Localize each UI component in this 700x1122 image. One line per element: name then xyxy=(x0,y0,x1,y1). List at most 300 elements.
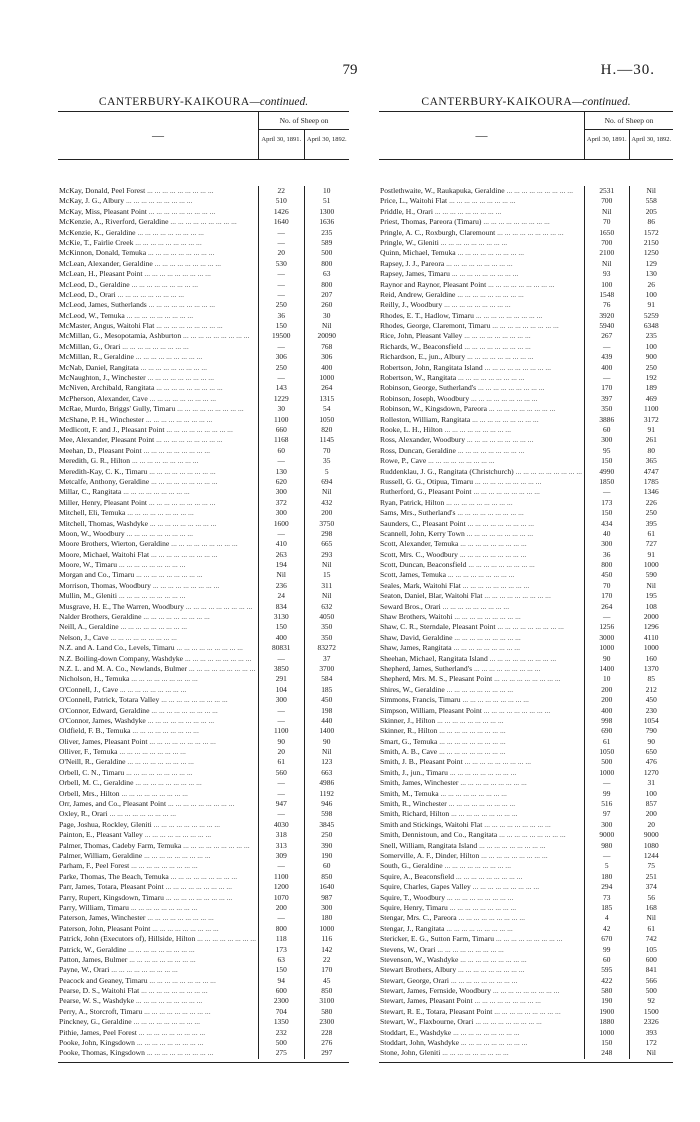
sheep-1892: 91 xyxy=(629,550,674,560)
sheep-1892: 1296 xyxy=(629,622,674,632)
owner-name: Squire, T., Woodbury ... . xyxy=(379,893,584,903)
table-row xyxy=(58,737,349,747)
sheep-1891: 700 xyxy=(584,238,629,248)
sheep-1891: — xyxy=(258,706,304,716)
sheep-1892: 205 xyxy=(629,207,674,217)
sheep-1892: 580 xyxy=(304,1007,350,1017)
sheep-1891: 1650 xyxy=(584,228,629,238)
sheep-1891: — xyxy=(258,716,304,726)
sheep-1891: 4 xyxy=(584,913,629,923)
table-row xyxy=(379,248,673,258)
sheep-1892: 306 xyxy=(304,352,350,362)
sheep-1891: 1100 xyxy=(258,415,304,425)
left-sheep-table xyxy=(58,111,349,1063)
owner-name: N.Z. and A. Land Co., Levels, Timaru ... . xyxy=(58,643,258,653)
owner-name: Stevenson, W., Washdyke ... . xyxy=(379,955,584,965)
sheep-1892: 31 xyxy=(629,778,674,788)
sheep-1891: 670 xyxy=(584,934,629,944)
table-row xyxy=(379,425,673,435)
owner-name: Smith and Stickings, Waitohi Flat ... . xyxy=(379,820,584,830)
sheep-1891: 439 xyxy=(584,352,629,362)
sheep-1891: Nil xyxy=(258,570,304,580)
table-row xyxy=(58,643,349,653)
owner-name: Parham, F., Peel Forest ... . xyxy=(58,861,258,871)
owner-name: Stengar, J., Rangitata ... . xyxy=(379,924,584,934)
table-row xyxy=(58,986,349,996)
table-row xyxy=(379,467,673,477)
sheep-1892: 469 xyxy=(629,394,674,404)
owner-name: Ross, Alexander, Woodbury ... . xyxy=(379,435,584,445)
sheep-1892: 4110 xyxy=(629,633,674,643)
owner-name: Mee, Alexander, Pleasant Point ... . xyxy=(58,435,258,445)
sheep-1891: 40 xyxy=(584,529,629,539)
sheep-1891: 61 xyxy=(258,757,304,767)
table-row xyxy=(379,1048,673,1058)
owner-name: Sheehan, Michael, Rangitata Island ... . xyxy=(379,654,584,664)
table-row xyxy=(379,394,673,404)
sheep-1891: 1000 xyxy=(584,643,629,653)
table-row xyxy=(379,539,673,549)
table-row xyxy=(379,986,673,996)
owner-name: Oxley, R., Orari ... . xyxy=(58,809,258,819)
sheep-1891: 300 xyxy=(258,487,304,497)
sheep-1892: 100 xyxy=(629,342,674,352)
table-row xyxy=(379,861,673,871)
sheep-1892: 250 xyxy=(629,508,674,518)
sheep-1892: 170 xyxy=(304,965,350,975)
table-row xyxy=(379,934,673,944)
owner-name: Reilly, J., Woodbury ... . xyxy=(379,300,584,310)
right-table-header xyxy=(379,112,673,160)
sheep-1891: 1850 xyxy=(584,477,629,487)
owner-name: O'Connell, Patrick, Totara Valley ... . xyxy=(58,695,258,705)
sheep-1892: 820 xyxy=(304,425,350,435)
sheep-1892: 172 xyxy=(629,1038,674,1048)
table-row xyxy=(58,331,349,341)
sheep-1891: 90 xyxy=(258,737,304,747)
owner-name: Morrison, Thomas, Woodbury ... . xyxy=(58,581,258,591)
table-row xyxy=(58,259,349,269)
owner-name: Robertson, John, Rangitata Island ... . xyxy=(379,363,584,373)
page-reference: H.—30. xyxy=(600,62,655,78)
owner-name: Millar, C., Rangitata ... . xyxy=(58,487,258,497)
owner-name: Scott, James, Temuka ... . xyxy=(379,570,584,580)
owner-name: Somerville, A. F., Dinder, Hilton ... . xyxy=(379,851,584,861)
sheep-1892: 2150 xyxy=(629,238,674,248)
sheep-1892: Nil xyxy=(304,321,350,331)
sheep-1892: 665 xyxy=(304,539,350,549)
sheep-1892: 3845 xyxy=(304,820,350,830)
table-row xyxy=(58,789,349,799)
table-row xyxy=(58,674,349,684)
owner-name: Rooke, L. H., Hilton ... . xyxy=(379,425,584,435)
table-row xyxy=(379,789,673,799)
sheep-1891: 236 xyxy=(258,581,304,591)
sheep-1892: Nil xyxy=(629,913,674,923)
owner-name: Rice, John, Pleasant Valley ... . xyxy=(379,331,584,341)
owner-name: Stoddart, John, Washdyke ... . xyxy=(379,1038,584,1048)
table-row xyxy=(58,581,349,591)
sheep-1892: Nil xyxy=(629,186,674,196)
left-title-suffix: —continued. xyxy=(249,96,309,108)
sheep-1892: 841 xyxy=(629,965,674,975)
sheep-1892: Nil xyxy=(304,560,350,570)
sheep-1892: 590 xyxy=(629,570,674,580)
table-row xyxy=(58,477,349,487)
owner-name: Stewart Brothers, Albury ... . xyxy=(379,965,584,975)
owner-name: Smith, M., Temuka ... . xyxy=(379,789,584,799)
left-table-header xyxy=(58,112,349,160)
owner-name: McRae, Murdo, Briggs' Gully, Timaru ... . xyxy=(58,404,258,414)
owner-name: O'Connor, James, Washdyke ... . xyxy=(58,716,258,726)
owner-name: Morgan and Co., Timaru ... . xyxy=(58,570,258,580)
owner-name: McPherson, Alexander, Cave ... . xyxy=(58,394,258,404)
table-row xyxy=(379,706,673,716)
sheep-1891: 1050 xyxy=(584,747,629,757)
owner-name: Rhodes, E. T., Hadlow, Timaru ... . xyxy=(379,311,584,321)
table-row xyxy=(58,217,349,227)
sheep-1891: 93 xyxy=(584,269,629,279)
sheep-1891: — xyxy=(258,238,304,248)
owner-name: McNaughton, J., Winchester ... . xyxy=(58,373,258,383)
owner-name: Pinckney, G., Geraldine ... . xyxy=(58,1017,258,1027)
table-row xyxy=(379,487,673,497)
owner-name: Priddle, H., Orari ... . xyxy=(379,207,584,217)
sheep-1892: 1244 xyxy=(629,851,674,861)
sheep-1891: 510 xyxy=(258,196,304,206)
table-row xyxy=(58,1048,349,1058)
sheep-1892: 20090 xyxy=(304,331,350,341)
sheep-1892: 129 xyxy=(629,259,674,269)
table-row xyxy=(379,737,673,747)
sheep-1891: — xyxy=(584,487,629,497)
table-row xyxy=(379,550,673,560)
sheep-1891: 24 xyxy=(258,591,304,601)
table-row xyxy=(58,570,349,580)
table-row xyxy=(58,913,349,923)
sheep-1891: 2100 xyxy=(584,248,629,258)
table-row xyxy=(379,654,673,664)
sheep-1891: 42 xyxy=(584,924,629,934)
sheep-1892: 450 xyxy=(629,695,674,705)
sheep-1892: 1000 xyxy=(629,643,674,653)
owner-name: Meredith, G. R., Hilton ... . xyxy=(58,456,258,466)
sheep-1891: 1200 xyxy=(258,882,304,892)
table-row xyxy=(58,186,349,196)
owner-name: Patrick, John (Executors of), Hillside, Hilton ... . xyxy=(58,934,258,944)
owner-name: McLeod, W., Temuka ... . xyxy=(58,311,258,321)
sheep-1891: 263 xyxy=(258,550,304,560)
left-col-1892-header: April 30, 1892. xyxy=(304,130,350,159)
owner-name: Stewart, James, Pleasant Point ... . xyxy=(379,996,584,1006)
owner-name: Shepherd, Mrs. M. S., Pleasant Point ... . xyxy=(379,674,584,684)
owner-name: Palmer, William, Geraldine ... . xyxy=(58,851,258,861)
table-row xyxy=(58,830,349,840)
table-row xyxy=(379,622,673,632)
sheep-1892: 250 xyxy=(304,830,350,840)
sheep-1891: 5940 xyxy=(584,321,629,331)
sheep-1891: 90 xyxy=(584,654,629,664)
table-row xyxy=(379,280,673,290)
sheep-1891: 700 xyxy=(584,196,629,206)
sheep-1891: 9000 xyxy=(584,830,629,840)
sheep-1891: 185 xyxy=(584,903,629,913)
owner-name: O'Connell, J., Cave ... . xyxy=(58,685,258,695)
sheep-1891: 22 xyxy=(258,186,304,196)
owner-name: Robinson, George, Sutherland's ... . xyxy=(379,383,584,393)
sheep-1891: 313 xyxy=(258,841,304,851)
sheep-1891: — xyxy=(584,342,629,352)
table-row xyxy=(379,685,673,695)
sheep-1892: 1050 xyxy=(304,415,350,425)
right-column xyxy=(379,93,673,1063)
table-row xyxy=(58,747,349,757)
sheep-1892: 228 xyxy=(304,1028,350,1038)
sheep-1892: 297 xyxy=(304,1048,350,1058)
sheep-1891: 400 xyxy=(258,633,304,643)
sheep-1891: 397 xyxy=(584,394,629,404)
left-column-title xyxy=(58,93,349,111)
owner-name: Palmer, Thomas, Cadeby Farm, Temuka ... . xyxy=(58,841,258,851)
sheep-1891: 60 xyxy=(258,446,304,456)
sheep-1892: 566 xyxy=(629,976,674,986)
sheep-1891: 400 xyxy=(584,363,629,373)
right-col-1892-header: April 30, 1892. xyxy=(629,130,674,159)
sheep-1891: 190 xyxy=(584,996,629,1006)
sheep-1892: 70 xyxy=(304,446,350,456)
sheep-1891: — xyxy=(258,529,304,539)
sheep-1891: — xyxy=(258,269,304,279)
table-row xyxy=(58,976,349,986)
owner-name: Moore Brothers, Wierton, Geraldine ... . xyxy=(58,539,258,549)
sheep-1892: 598 xyxy=(304,809,350,819)
owner-name: Scott, Duncan, Beaconsfield ... . xyxy=(379,560,584,570)
owner-name: Smith, Richard, Hilton ... . xyxy=(379,809,584,819)
table-row xyxy=(58,591,349,601)
table-row xyxy=(58,228,349,238)
right-col-1891-header: April 30, 1891. xyxy=(586,136,627,143)
table-row xyxy=(379,383,673,393)
sheep-1891: 150 xyxy=(258,622,304,632)
owner-name: Rolleston, William, Rangitata ... . xyxy=(379,415,584,425)
table-row xyxy=(58,487,349,497)
sheep-1891: 5 xyxy=(584,861,629,871)
owner-name: Shaw, David, Geraldine ... . xyxy=(379,633,584,643)
owner-name: Meredith-Kay, C. K., Timaru ... . xyxy=(58,467,258,477)
sheep-1892: 440 xyxy=(304,716,350,726)
table-row xyxy=(58,560,349,570)
sheep-1892: 350 xyxy=(304,622,350,632)
sheep-1892: 500 xyxy=(629,986,674,996)
sheep-1892: 1640 xyxy=(304,882,350,892)
owner-name: Smith, James, Winchester ... . xyxy=(379,778,584,788)
sheep-1891: 1100 xyxy=(258,872,304,882)
table-row xyxy=(58,394,349,404)
right-table-body xyxy=(379,160,673,1062)
table-row xyxy=(58,456,349,466)
sheep-1891: 580 xyxy=(584,986,629,996)
sheep-1891: 10 xyxy=(584,674,629,684)
owner-name: Ruddenklau, J. G., Rangitata (Christchurch) ... . xyxy=(379,467,584,477)
sheep-1892: 600 xyxy=(629,955,674,965)
table-row xyxy=(58,903,349,913)
sheep-1891: 660 xyxy=(258,425,304,435)
sheep-1891: 704 xyxy=(258,1007,304,1017)
table-row xyxy=(379,924,673,934)
right-title-suffix: —continued. xyxy=(572,96,631,108)
table-row xyxy=(58,383,349,393)
table-row xyxy=(58,290,349,300)
sheep-1892: 130 xyxy=(629,269,674,279)
table-row xyxy=(379,269,673,279)
owner-name: Squire, Henry, Timaru ... . xyxy=(379,903,584,913)
owner-name: Pooke, John, Kingsdown ... . xyxy=(58,1038,258,1048)
sheep-1891: 70 xyxy=(584,581,629,591)
sheep-1892: 192 xyxy=(629,373,674,383)
sheep-1892: 1572 xyxy=(629,228,674,238)
owner-name: McMillan, R., Geraldine ... . xyxy=(58,352,258,362)
sheep-1892: 2300 xyxy=(304,1017,350,1027)
table-row xyxy=(58,851,349,861)
table-row xyxy=(379,643,673,653)
table-row xyxy=(379,217,673,227)
sheep-1891: 250 xyxy=(258,300,304,310)
sheep-1892: 80 xyxy=(629,446,674,456)
owner-name: Moon, W., Woodbury ... . xyxy=(58,529,258,539)
sheep-1892: 2000 xyxy=(629,612,674,622)
sheep-1892: 350 xyxy=(304,633,350,643)
sheep-1892: 60 xyxy=(304,861,350,871)
sheep-1891: 434 xyxy=(584,519,629,529)
sheep-1892: 235 xyxy=(304,228,350,238)
sheep-1891: 1229 xyxy=(258,394,304,404)
sheep-1891: 530 xyxy=(258,259,304,269)
owner-name: Painton, E., Pleasant Valley ... . xyxy=(58,830,258,840)
sheep-1892: 250 xyxy=(629,363,674,373)
table-row xyxy=(379,207,673,217)
owner-name: Neill, A., Geraldine ... . xyxy=(58,622,258,632)
sheep-1892: 300 xyxy=(304,903,350,913)
table-row xyxy=(58,706,349,716)
table-row xyxy=(58,404,349,414)
table-row xyxy=(379,747,673,757)
right-name-header: — xyxy=(475,128,488,142)
sheep-1892: 400 xyxy=(304,363,350,373)
table-row xyxy=(58,1007,349,1017)
table-row xyxy=(58,248,349,258)
owner-name: McNiven, Archibald, Rangitata ... . xyxy=(58,383,258,393)
sheep-1892: 86 xyxy=(629,217,674,227)
owner-name: Pooke, Thomas, Kingsdown ... . xyxy=(58,1048,258,1058)
owner-name: Nalder Brothers, Geraldine ... . xyxy=(58,612,258,622)
sheep-1891: 800 xyxy=(584,560,629,570)
table-row xyxy=(379,726,673,736)
sheep-1891: 170 xyxy=(584,591,629,601)
owner-name: Stengar, Mrs. C., Pareora ... . xyxy=(379,913,584,923)
sheep-1891: 1000 xyxy=(584,768,629,778)
owner-name: Pringle, A. C., Roxburgh, Claremount ... . xyxy=(379,228,584,238)
sheep-1892: 92 xyxy=(629,996,674,1006)
owner-name: Saunders, C., Pleasant Point ... . xyxy=(379,519,584,529)
sheep-1891: 19500 xyxy=(258,331,304,341)
sheep-1892: 632 xyxy=(304,602,350,612)
sheep-1892: 6348 xyxy=(629,321,674,331)
sheep-1892: 395 xyxy=(629,519,674,529)
owner-name: Priest, Thomas, Pareora (Timaru) ... . xyxy=(379,217,584,227)
owner-name: McNab, Daniel, Rangitata ... . xyxy=(58,363,258,373)
owner-name: McLean, Alexander, Geraldine ... . xyxy=(58,259,258,269)
table-row xyxy=(379,955,673,965)
owner-name: Ross, Duncan, Geraldine ... . xyxy=(379,446,584,456)
sheep-1892: 276 xyxy=(304,1038,350,1048)
sheep-1892: 63 xyxy=(304,269,350,279)
owner-name: Parry, William, Timaru ... . xyxy=(58,903,258,913)
table-row xyxy=(58,820,349,830)
owner-name: Stoddart, E., Washdyke ... . xyxy=(379,1028,584,1038)
owner-name: Ryan, Patrick, Hilton ... . xyxy=(379,498,584,508)
sheep-1892: 15 xyxy=(304,570,350,580)
table-row xyxy=(58,882,349,892)
table-row xyxy=(379,882,673,892)
sheep-1891: 130 xyxy=(258,467,304,477)
table-row xyxy=(379,778,673,788)
table-row xyxy=(58,778,349,788)
owner-name: Parr, James, Totara, Pleasant Point ... . xyxy=(58,882,258,892)
table-row xyxy=(58,311,349,321)
owner-name: Richards, W., Beaconsfield ... . xyxy=(379,342,584,352)
owner-name: Mitchell, Eli, Temuka ... . xyxy=(58,508,258,518)
table-row xyxy=(379,893,673,903)
sheep-1892: Nil xyxy=(304,591,350,601)
owner-name: Pearse, W. S., Washdyke ... . xyxy=(58,996,258,1006)
owner-name: McLean, H., Pleasant Point ... . xyxy=(58,269,258,279)
table-row xyxy=(58,893,349,903)
owner-name: McLeod, James, Sutherlands ... . xyxy=(58,300,258,310)
sheep-1891: — xyxy=(258,654,304,664)
sheep-1892: Nil xyxy=(304,487,350,497)
sheep-1892: 195 xyxy=(629,591,674,601)
table-row xyxy=(58,238,349,248)
owner-name: Robinson, Joseph, Woodbury ... . xyxy=(379,394,584,404)
sheep-1891: 300 xyxy=(584,820,629,830)
sheep-1892: 90 xyxy=(629,737,674,747)
sheep-1892: 1145 xyxy=(304,435,350,445)
sheep-1892: 742 xyxy=(629,934,674,944)
table-row xyxy=(379,415,673,425)
sheep-1891: 1000 xyxy=(584,1028,629,1038)
left-col-1891-header: April 30, 1891. xyxy=(261,136,302,143)
table-row xyxy=(58,924,349,934)
sheep-1892: 30 xyxy=(304,311,350,321)
sheep-1892: 5 xyxy=(304,467,350,477)
table-row xyxy=(58,945,349,955)
sheep-1892: Nil xyxy=(304,747,350,757)
owner-name: Pithie, James, Peel Forest ... . xyxy=(58,1028,258,1038)
sheep-1891: — xyxy=(258,342,304,352)
table-row xyxy=(379,799,673,809)
right-sheep-table xyxy=(379,111,673,1063)
sheep-1891: 20 xyxy=(258,747,304,757)
sheep-1891: 1400 xyxy=(584,664,629,674)
sheep-1892: 584 xyxy=(304,674,350,684)
sheep-1891: 560 xyxy=(258,768,304,778)
table-row xyxy=(58,363,349,373)
sheep-1891: 500 xyxy=(258,1038,304,1048)
sheep-1891: 100 xyxy=(584,280,629,290)
owner-name: Musgrave, H. E., The Warren, Woodbury ... . xyxy=(58,602,258,612)
sheep-1891: 248 xyxy=(584,1048,629,1058)
table-row xyxy=(379,664,673,674)
